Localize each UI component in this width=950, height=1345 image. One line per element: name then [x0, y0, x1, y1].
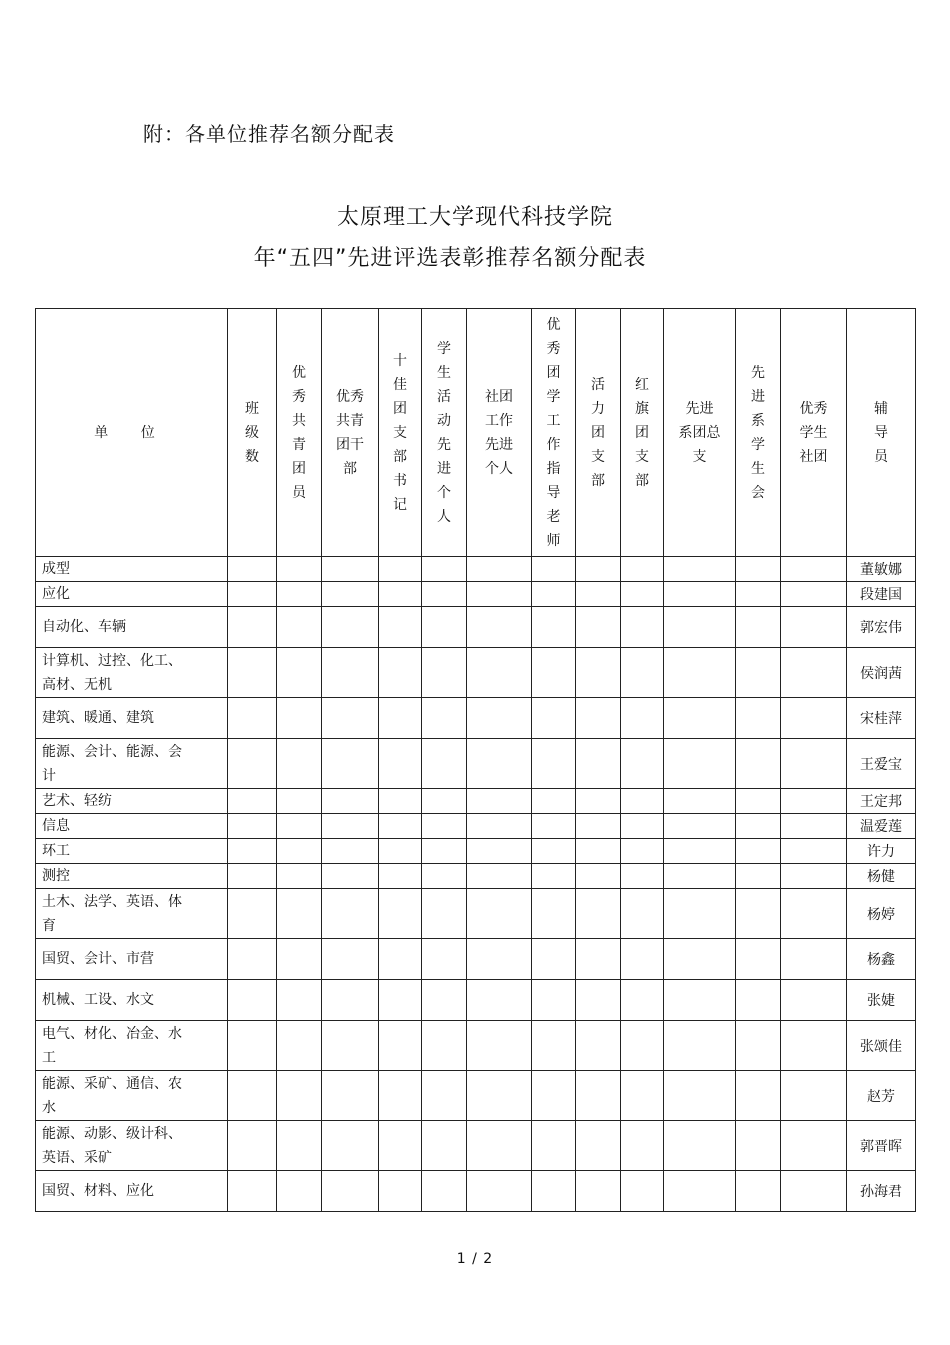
quota-cell[interactable]	[664, 939, 736, 980]
table-row	[36, 980, 916, 1021]
counselor-cell: 张颂佳	[847, 1021, 916, 1071]
table-row	[36, 839, 916, 864]
unit-cell: 建筑、暖通、建筑	[36, 698, 228, 739]
counselor-cell: 杨健	[847, 864, 916, 889]
quota-cell[interactable]	[228, 839, 277, 864]
table-row	[36, 607, 916, 648]
quota-cell[interactable]	[277, 648, 322, 698]
quota-cell[interactable]	[277, 864, 322, 889]
quota-cell[interactable]	[277, 814, 322, 839]
header-class-count-label: 班 级 数	[245, 400, 259, 465]
header-red-flag-branch	[621, 309, 664, 557]
quota-cell[interactable]	[621, 698, 664, 739]
header-excellent-student-club-label: 优秀 学生 社团	[799, 400, 828, 465]
table-row	[36, 789, 916, 814]
counselor-cell: 杨鑫	[847, 939, 916, 980]
unit-cell: 自动化、车辆	[36, 607, 228, 648]
quota-cell[interactable]	[467, 607, 532, 648]
quota-cell[interactable]	[422, 864, 467, 889]
quota-cell[interactable]	[532, 582, 576, 607]
quota-cell[interactable]	[379, 864, 422, 889]
counselor-cell: 郭宏伟	[847, 607, 916, 648]
header-excellent-advisor	[532, 309, 576, 557]
unit-cell: 电气、材化、冶金、水 工	[36, 1021, 228, 1071]
quota-cell[interactable]	[664, 814, 736, 839]
table-row	[36, 939, 916, 980]
counselor-cell: 郭晋晖	[847, 1121, 916, 1171]
quota-cell[interactable]	[781, 607, 847, 648]
quota-cell[interactable]	[664, 980, 736, 1021]
quota-cell[interactable]	[576, 557, 621, 582]
quota-cell[interactable]	[621, 814, 664, 839]
quota-cell[interactable]	[467, 864, 532, 889]
table-header-row	[36, 309, 916, 557]
quota-cell[interactable]	[576, 1171, 621, 1212]
quota-cell[interactable]	[781, 739, 847, 789]
quota-cell[interactable]	[781, 1021, 847, 1071]
quota-cell[interactable]	[322, 939, 379, 980]
quota-cell[interactable]	[228, 980, 277, 1021]
quota-cell[interactable]	[422, 889, 467, 939]
quota-cell[interactable]	[322, 789, 379, 814]
quota-cell[interactable]	[664, 839, 736, 864]
counselor-cell: 董敏娜	[847, 557, 916, 582]
quota-cell[interactable]	[781, 648, 847, 698]
table-row	[36, 1071, 916, 1121]
quota-cell[interactable]	[532, 648, 576, 698]
quota-cell[interactable]	[277, 739, 322, 789]
quota-cell[interactable]	[781, 889, 847, 939]
quota-cell[interactable]	[228, 1021, 277, 1071]
quota-cell[interactable]	[322, 1071, 379, 1121]
quota-allocation-table	[35, 308, 916, 1212]
table-row	[36, 1121, 916, 1171]
header-top-ten-branch-secretary	[379, 309, 422, 557]
quota-cell[interactable]	[532, 889, 576, 939]
quota-cell[interactable]	[664, 648, 736, 698]
quota-cell[interactable]	[621, 789, 664, 814]
quota-cell[interactable]	[664, 889, 736, 939]
quota-cell[interactable]	[781, 1121, 847, 1171]
quota-cell[interactable]	[379, 698, 422, 739]
quota-cell[interactable]	[664, 864, 736, 889]
quota-cell[interactable]	[576, 739, 621, 789]
quota-cell[interactable]	[736, 739, 781, 789]
counselor-cell: 温爱莲	[847, 814, 916, 839]
quota-cell[interactable]	[781, 839, 847, 864]
quota-cell[interactable]	[379, 607, 422, 648]
quota-cell[interactable]	[228, 648, 277, 698]
quota-cell[interactable]	[422, 980, 467, 1021]
quota-cell[interactable]	[736, 1121, 781, 1171]
quota-cell[interactable]	[228, 939, 277, 980]
quota-cell[interactable]	[576, 1071, 621, 1121]
quota-cell[interactable]	[322, 889, 379, 939]
quota-cell[interactable]	[277, 789, 322, 814]
header-advanced-student-union	[736, 309, 781, 557]
quota-cell[interactable]	[532, 698, 576, 739]
quota-cell[interactable]	[664, 607, 736, 648]
unit-cell: 土木、法学、英语、体 育	[36, 889, 228, 939]
quota-cell[interactable]	[322, 814, 379, 839]
quota-cell[interactable]	[422, 789, 467, 814]
quota-cell[interactable]	[277, 980, 322, 1021]
quota-cell[interactable]	[322, 864, 379, 889]
header-advanced-department-branch-label: 先进 系团总 支	[678, 400, 721, 465]
unit-cell: 艺术、轻纺	[36, 789, 228, 814]
table-row	[36, 557, 916, 582]
quota-cell[interactable]	[322, 698, 379, 739]
quota-cell[interactable]	[379, 582, 422, 607]
unit-cell: 成型	[36, 557, 228, 582]
quota-cell[interactable]	[422, 739, 467, 789]
quota-cell[interactable]	[621, 607, 664, 648]
quota-cell[interactable]	[322, 1171, 379, 1212]
counselor-cell: 侯润茜	[847, 648, 916, 698]
quota-cell[interactable]	[277, 1121, 322, 1171]
quota-cell[interactable]	[379, 1071, 422, 1121]
header-excellent-league-cadre	[322, 309, 379, 557]
quota-cell[interactable]	[736, 582, 781, 607]
header-advanced-department-branch	[664, 309, 736, 557]
quota-cell[interactable]	[379, 648, 422, 698]
quota-cell[interactable]	[322, 839, 379, 864]
header-counselor-label: 辅 导 员	[874, 400, 888, 465]
quota-cell[interactable]	[664, 1171, 736, 1212]
quota-cell[interactable]	[736, 557, 781, 582]
quota-cell[interactable]	[277, 889, 322, 939]
quota-cell[interactable]	[422, 648, 467, 698]
quota-cell[interactable]	[379, 1121, 422, 1171]
document-title-line-2: 年“五四”先进评选表彰推荐名额分配表	[253, 246, 647, 271]
quota-cell[interactable]	[467, 980, 532, 1021]
quota-cell[interactable]	[467, 789, 532, 814]
quota-cell[interactable]	[621, 557, 664, 582]
quota-cell[interactable]	[228, 607, 277, 648]
quota-cell[interactable]	[736, 889, 781, 939]
quota-cell[interactable]	[532, 789, 576, 814]
quota-cell[interactable]	[467, 1071, 532, 1121]
header-excellent-student-club	[781, 309, 847, 557]
header-vibrant-branch-label: 活 力 团 支 部	[591, 376, 605, 489]
unit-cell: 国贸、材料、应化	[36, 1171, 228, 1212]
quota-cell[interactable]	[621, 1021, 664, 1071]
quota-cell[interactable]	[422, 582, 467, 607]
quota-cell[interactable]	[621, 939, 664, 980]
quota-cell[interactable]	[781, 814, 847, 839]
quota-cell[interactable]	[736, 1071, 781, 1121]
header-advanced-student-union-label: 先 进 系 学 生 会	[751, 364, 765, 501]
table-row	[36, 864, 916, 889]
quota-cell[interactable]	[576, 939, 621, 980]
page-number: 1 / 2	[456, 1251, 494, 1267]
quota-cell[interactable]	[736, 839, 781, 864]
quota-cell[interactable]	[422, 1121, 467, 1171]
quota-cell[interactable]	[379, 814, 422, 839]
quota-cell[interactable]	[322, 1021, 379, 1071]
table-row	[36, 889, 916, 939]
quota-cell[interactable]	[379, 739, 422, 789]
quota-cell[interactable]	[576, 980, 621, 1021]
unit-cell: 能源、动影、级计科、 英语、采矿	[36, 1121, 228, 1171]
table-row	[36, 698, 916, 739]
quota-cell[interactable]	[736, 1171, 781, 1212]
header-unit	[36, 309, 228, 557]
attachment-label: 附：各单位推荐名额分配表	[143, 122, 395, 146]
quota-cell[interactable]	[467, 1021, 532, 1071]
quota-cell[interactable]	[467, 1171, 532, 1212]
quota-cell[interactable]	[228, 582, 277, 607]
counselor-cell: 王爱宝	[847, 739, 916, 789]
quota-cell[interactable]	[532, 739, 576, 789]
quota-cell[interactable]	[664, 789, 736, 814]
quota-cell[interactable]	[532, 1071, 576, 1121]
unit-cell: 能源、会计、能源、会 计	[36, 739, 228, 789]
quota-cell[interactable]	[621, 1171, 664, 1212]
quota-cell[interactable]	[664, 698, 736, 739]
table-row	[36, 739, 916, 789]
quota-cell[interactable]	[467, 698, 532, 739]
header-counselor	[847, 309, 916, 557]
quota-cell[interactable]	[277, 939, 322, 980]
header-student-activity-individual	[422, 309, 467, 557]
quota-cell[interactable]	[532, 864, 576, 889]
quota-cell[interactable]	[379, 557, 422, 582]
quota-cell[interactable]	[621, 582, 664, 607]
quota-cell[interactable]	[576, 607, 621, 648]
header-excellent-league-member-label: 优 秀 共 青 团 员	[292, 364, 306, 501]
quota-cell[interactable]	[322, 739, 379, 789]
quota-cell[interactable]	[532, 1021, 576, 1071]
quota-cell[interactable]	[228, 789, 277, 814]
quota-cell[interactable]	[422, 557, 467, 582]
quota-cell[interactable]	[621, 889, 664, 939]
quota-cell[interactable]	[467, 648, 532, 698]
counselor-cell: 宋桂萍	[847, 698, 916, 739]
counselor-cell: 许力	[847, 839, 916, 864]
quota-cell[interactable]	[228, 698, 277, 739]
quota-cell[interactable]	[228, 1171, 277, 1212]
quota-cell[interactable]	[228, 889, 277, 939]
table-row	[36, 1021, 916, 1071]
table-row	[36, 648, 916, 698]
quota-cell[interactable]	[467, 939, 532, 980]
quota-cell[interactable]	[277, 1021, 322, 1071]
header-class-count	[228, 309, 277, 557]
quota-cell[interactable]	[576, 839, 621, 864]
quota-cell[interactable]	[422, 939, 467, 980]
quota-cell[interactable]	[576, 864, 621, 889]
quota-cell[interactable]	[736, 789, 781, 814]
quota-cell[interactable]	[277, 1171, 322, 1212]
quota-cell[interactable]	[277, 839, 322, 864]
quota-cell[interactable]	[467, 839, 532, 864]
quota-cell[interactable]	[379, 1171, 422, 1212]
document-title-line-1: 太原理工大学现代科技学院	[336, 205, 613, 230]
quota-cell[interactable]	[576, 582, 621, 607]
quota-cell[interactable]	[781, 582, 847, 607]
counselor-cell: 赵芳	[847, 1071, 916, 1121]
quota-cell[interactable]	[422, 607, 467, 648]
quota-cell[interactable]	[736, 1021, 781, 1071]
quota-cell[interactable]	[736, 980, 781, 1021]
unit-cell: 环工	[36, 839, 228, 864]
quota-cell[interactable]	[532, 814, 576, 839]
quota-cell[interactable]	[621, 839, 664, 864]
quota-cell[interactable]	[576, 1021, 621, 1071]
counselor-cell: 孙海君	[847, 1171, 916, 1212]
header-unit-label: 单 位	[94, 424, 169, 441]
quota-cell[interactable]	[228, 739, 277, 789]
quota-cell[interactable]	[621, 1071, 664, 1121]
header-top-ten-branch-secretary-label: 十 佳 团 支 部 书 记	[393, 352, 407, 513]
quota-cell[interactable]	[322, 607, 379, 648]
quota-cell[interactable]	[379, 789, 422, 814]
quota-cell[interactable]	[532, 557, 576, 582]
quota-cell[interactable]	[422, 1171, 467, 1212]
quota-cell[interactable]	[621, 980, 664, 1021]
counselor-cell: 王定邦	[847, 789, 916, 814]
header-red-flag-branch-label: 红 旗 团 支 部	[635, 376, 649, 489]
quota-cell[interactable]	[532, 980, 576, 1021]
quota-cell[interactable]	[532, 1171, 576, 1212]
quota-cell[interactable]	[736, 698, 781, 739]
header-excellent-league-member	[277, 309, 322, 557]
quota-cell[interactable]	[532, 939, 576, 980]
quota-cell[interactable]	[228, 864, 277, 889]
quota-cell[interactable]	[379, 889, 422, 939]
quota-cell[interactable]	[664, 1071, 736, 1121]
quota-cell[interactable]	[664, 1021, 736, 1071]
quota-cell[interactable]	[322, 557, 379, 582]
quota-cell[interactable]	[228, 1121, 277, 1171]
quota-cell[interactable]	[277, 557, 322, 582]
quota-cell[interactable]	[277, 1071, 322, 1121]
quota-cell[interactable]	[576, 889, 621, 939]
unit-cell: 信息	[36, 814, 228, 839]
quota-cell[interactable]	[621, 648, 664, 698]
quota-cell[interactable]	[736, 648, 781, 698]
quota-cell[interactable]	[379, 839, 422, 864]
quota-cell[interactable]	[621, 739, 664, 789]
quota-cell[interactable]	[576, 789, 621, 814]
quota-cell[interactable]	[576, 1121, 621, 1171]
unit-cell: 计算机、过控、化工、 高材、无机	[36, 648, 228, 698]
quota-cell[interactable]	[576, 698, 621, 739]
table-row	[36, 1171, 916, 1212]
quota-cell[interactable]	[322, 648, 379, 698]
quota-cell[interactable]	[736, 864, 781, 889]
quota-cell[interactable]	[322, 582, 379, 607]
quota-cell[interactable]	[781, 557, 847, 582]
table-row	[36, 814, 916, 839]
quota-cell[interactable]	[467, 814, 532, 839]
unit-cell: 能源、采矿、通信、农 水	[36, 1071, 228, 1121]
quota-cell[interactable]	[781, 980, 847, 1021]
unit-cell: 机械、工设、水文	[36, 980, 228, 1021]
quota-cell[interactable]	[422, 1021, 467, 1071]
quota-cell[interactable]	[467, 889, 532, 939]
quota-cell[interactable]	[664, 1121, 736, 1171]
quota-cell[interactable]	[664, 739, 736, 789]
quota-cell[interactable]	[781, 1071, 847, 1121]
quota-cell[interactable]	[422, 839, 467, 864]
header-excellent-league-cadre-label: 优秀 共青 团干 部	[336, 388, 364, 477]
quota-cell[interactable]	[228, 1071, 277, 1121]
quota-cell[interactable]	[781, 698, 847, 739]
table-row	[36, 582, 916, 607]
quota-cell[interactable]	[379, 980, 422, 1021]
quota-cell[interactable]	[277, 582, 322, 607]
quota-cell[interactable]	[422, 698, 467, 739]
quota-cell[interactable]	[467, 557, 532, 582]
quota-cell[interactable]	[736, 607, 781, 648]
quota-cell[interactable]	[664, 557, 736, 582]
quota-cell[interactable]	[467, 739, 532, 789]
quota-cell[interactable]	[621, 864, 664, 889]
quota-cell[interactable]	[277, 698, 322, 739]
quota-cell[interactable]	[277, 607, 322, 648]
quota-cell[interactable]	[379, 1021, 422, 1071]
counselor-cell: 段建国	[847, 582, 916, 607]
unit-cell: 国贸、会计、市营	[36, 939, 228, 980]
quota-cell[interactable]	[576, 648, 621, 698]
quota-cell[interactable]	[422, 1071, 467, 1121]
table-body	[36, 557, 916, 1212]
quota-cell[interactable]	[467, 1121, 532, 1171]
unit-cell: 应化	[36, 582, 228, 607]
quota-cell[interactable]	[532, 607, 576, 648]
quota-cell[interactable]	[228, 814, 277, 839]
quota-cell[interactable]	[781, 1171, 847, 1212]
quota-cell[interactable]	[781, 864, 847, 889]
quota-cell[interactable]	[532, 839, 576, 864]
header-club-work-individual	[467, 309, 532, 557]
quota-cell[interactable]	[576, 814, 621, 839]
unit-cell: 测控	[36, 864, 228, 889]
quota-cell[interactable]	[664, 582, 736, 607]
header-vibrant-branch	[576, 309, 621, 557]
header-club-work-individual-label: 社团 工作 先进 个人	[485, 388, 513, 477]
quota-cell[interactable]	[322, 980, 379, 1021]
header-excellent-advisor-label: 优 秀 团 学 工 作 指 导 老 师	[546, 316, 561, 549]
quota-cell[interactable]	[781, 789, 847, 814]
quota-cell[interactable]	[736, 939, 781, 980]
quota-cell[interactable]	[781, 939, 847, 980]
quota-cell[interactable]	[379, 939, 422, 980]
quota-cell[interactable]	[467, 582, 532, 607]
counselor-cell: 杨婷	[847, 889, 916, 939]
header-student-activity-individual-label: 学 生 活 动 先 进 个 人	[437, 340, 451, 525]
quota-cell[interactable]	[322, 1121, 379, 1171]
quota-cell[interactable]	[736, 814, 781, 839]
quota-cell[interactable]	[228, 557, 277, 582]
quota-cell[interactable]	[422, 814, 467, 839]
quota-cell[interactable]	[621, 1121, 664, 1171]
quota-cell[interactable]	[532, 1121, 576, 1171]
counselor-cell: 张婕	[847, 980, 916, 1021]
